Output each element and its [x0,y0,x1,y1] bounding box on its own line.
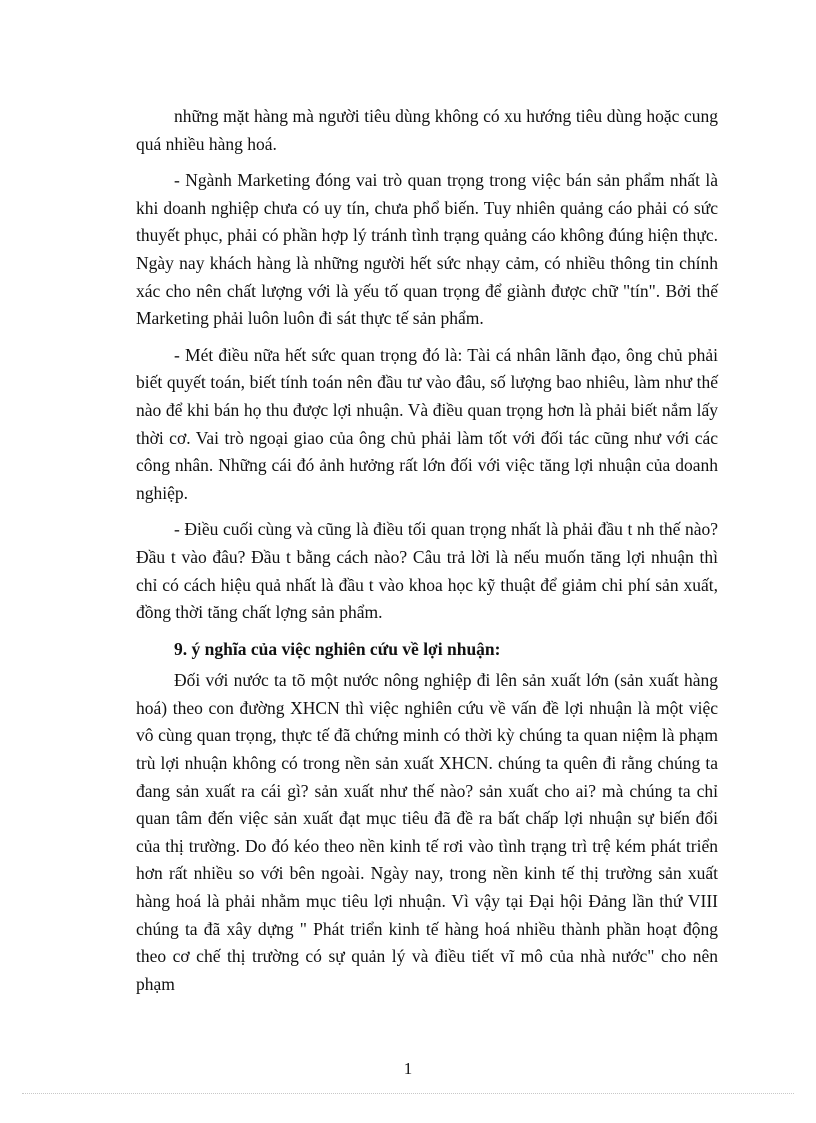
page-number: 1 [403,1059,413,1078]
document-body [136,103,718,998]
section-heading: 9. ý nghĩa của việc nghiên cứu về lợi nhuận: [174,638,501,659]
footer-divider [22,1093,794,1094]
paragraph-leadership: - Mét điều nữa hết sức quan trọng đó là: Tài cá nhân lãnh đạo, ông chủ phải biết quyết toán, biết tính toán nên đầu tư vào đâu, số lượng bao nhiêu, làm như thế nào để khi bán họ thu được lợi nhuận. Và điều quan trọng hơn là phải biết nắm lấy thời cơ. Vai trò ngoại giao của ông chủ phải làm tốt với đối tác cũng như với các công nhân. Những cái đó ảnh hưởng rất lớn đối với việc tăng lợi nhuận của doanh nghiệp. [136,344,718,503]
paragraph-continuation: những mặt hàng mà người tiêu dùng không có xu hướng tiêu dùng hoặc cung quá nhiều hàng hoá. [136,106,718,154]
paragraph-investment: - Điều cuối cùng và cũng là điều tối quan trọng nhất là phải đầu t nh thế nào?Đầu t vào đâu? Đầu t bằng cách nào? Câu trả lời là nếu muốn tăng lợi nhuận thì chỉ có cách hiệu quả nhất là đầu t vào khoa học kỹ thuật để giảm chi phí sản xuất, đồng thời tăng chất lợng sản phẩm. [136,519,718,623]
paragraph-marketing: - Ngành Marketing đóng vai trò quan trọng trong việc bán sản phẩm nhất là khi doanh nghiệp chưa có uy tín, chưa phổ biến. Tuy nhiên quảng cáo phải có sức thuyết phục, phải có phần hợp lý tránh tình trạng quảng cáo không đúng hiện thực. Ngày nay khách hàng là những người hết sức nhạy cảm, có nhiều thông tin chính xác cho nên chất lượng với là yếu tố quan trọng để giành được chữ "tín". Bởi thế Marketing phải luôn luôn đi sát thực tế sản phẩm. [136,170,718,329]
paragraph-significance: Đối với nước ta tõ một nước nông nghiệp đi lên sản xuất lớn (sản xuất hàng hoá) theo con đường XHCN thì việc nghiên cứu về vấn đề lợi nhuận là một việc vô cùng quan trọng, thực tế đã chứng minh có thời kỳ chúng ta quan niệm là phạm trù lợi nhuận không có trong nền sản xuất XHCN. chúng ta quên đi rằng chúng ta đang sản xuất ra cái gì? sản xuất như thế nào? sản xuất cho ai? mà chúng ta chỉ quan tâm đến việc sản xuất đạt mục tiêu đã đề ra bất chấp lợi nhuận sự biến đổi của thị trường. Do đó kéo theo nền kinh tế rơi vào tình trạng trì trệ kém phát triển hơn rất nhiều so với bên ngoài. Ngày nay, trong nền kinh tế thị trường sản xuất hàng hoá là phải nhằm mục tiêu lợi nhuận. Vì vậy tại Đại hội Đảng lần thứ VIII chúng ta đã xây dựng " Phát triển kinh tế hàng hoá nhiều thành phần hoạt động theo cơ chế thị trường có sự quản lý và điều tiết vĩ mô của nhà nước" cho nên phạm [136,670,718,994]
